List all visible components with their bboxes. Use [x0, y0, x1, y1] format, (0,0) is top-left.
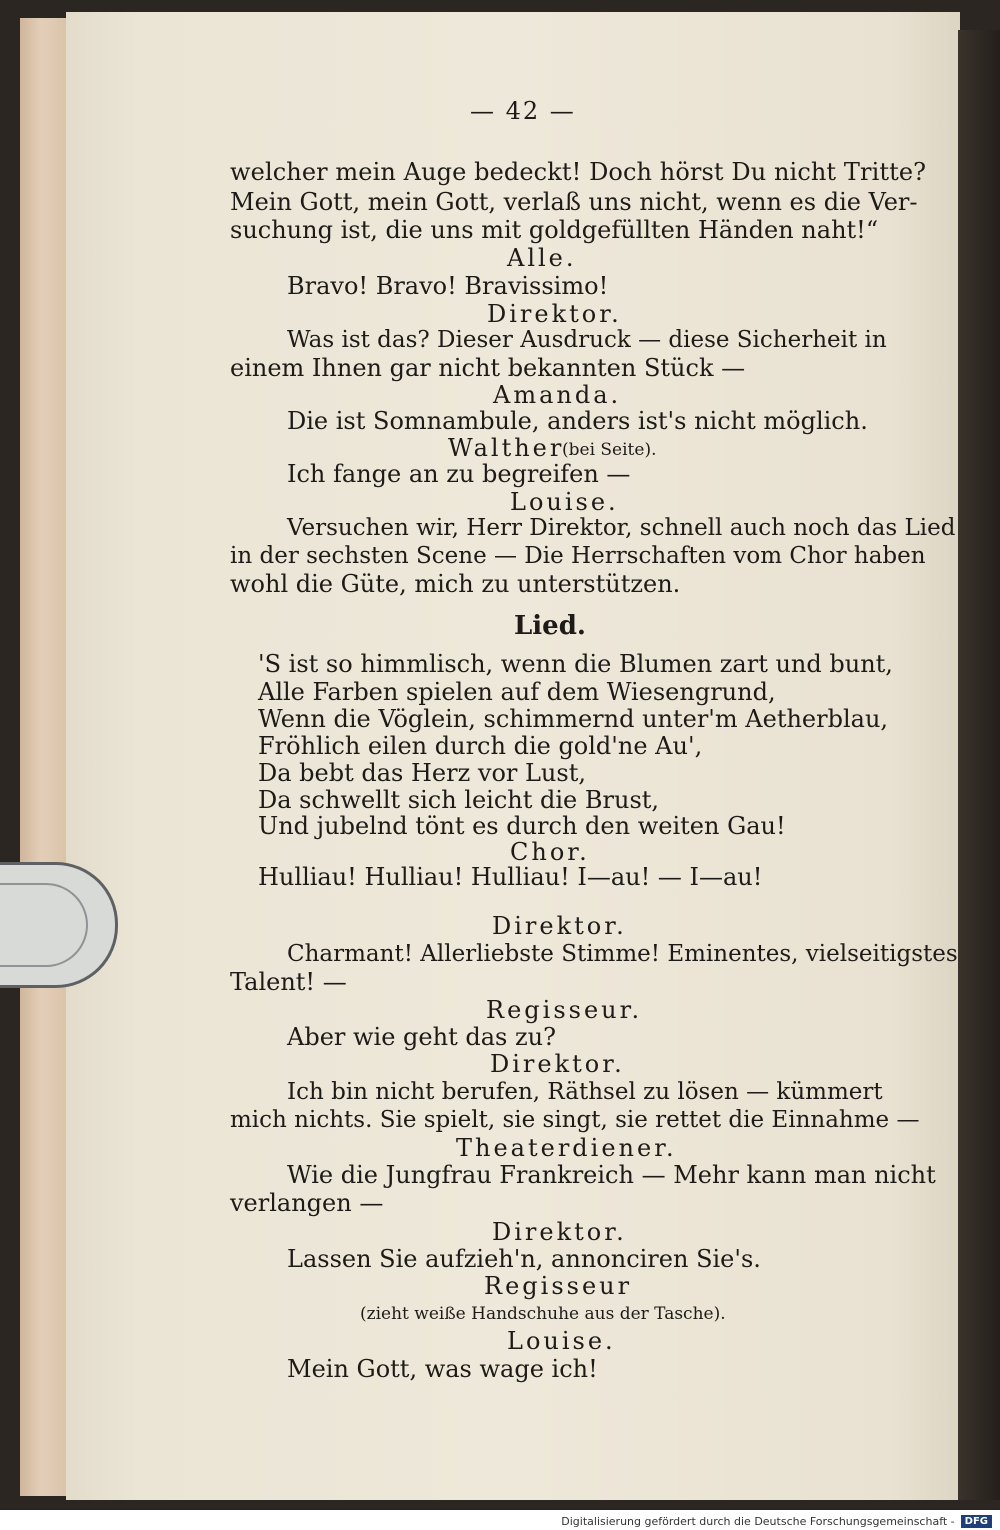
stage-direction: (zieht weiße Handschuhe aus der Tasche).: [360, 1304, 726, 1324]
credit-text: Digitalisierung gefördert durch die Deutsche Forschungsgemeinschaft -: [561, 1514, 955, 1528]
speaker-name: Direktor.: [492, 1218, 627, 1246]
text-line: Talent! —: [230, 968, 347, 996]
text-line: Charmant! Allerliebste Stimme! Eminentes, vielseitigstes: [287, 941, 958, 967]
page-stack-edge: [20, 18, 69, 1496]
page-clip: [0, 862, 118, 988]
text-line: Ich fange an zu begreifen —: [287, 460, 631, 488]
digitization-credit: [561, 1512, 992, 1530]
speaker-name: Regisseur: [484, 1272, 633, 1300]
speaker-name: Louise.: [510, 488, 619, 516]
verse-line: Hulliau! Hulliau! Hulliau! I—au! — I—au!: [258, 863, 763, 891]
text-line: wohl die Güte, mich zu unterstützen.: [230, 570, 681, 598]
verse-line: Da schwellt sich leicht die Brust,: [258, 786, 660, 814]
text-line: Versuchen wir, Herr Direktor, schnell auch noch das Lied: [287, 515, 956, 541]
verse-line: Fröhlich eilen durch die gold'ne Au',: [258, 732, 703, 760]
text-line: welcher mein Auge bedeckt! Doch hörst Du nicht Tritte?: [230, 158, 927, 186]
text-line: Was ist das? Dieser Ausdruck — diese Sicherheit in: [287, 327, 887, 353]
verse-line: Und jubelnd tönt es durch den weiten Gau!: [258, 812, 786, 840]
text-line: Aber wie geht das zu?: [287, 1023, 556, 1051]
text-line: Die ist Somnambule, anders ist's nicht möglich.: [287, 407, 868, 435]
speaker-name: Direktor.: [490, 1050, 625, 1078]
speaker-name: Alle.: [507, 244, 577, 272]
speaker-name: Theaterdiener.: [456, 1134, 677, 1162]
stage-direction: (bei Seite).: [562, 440, 657, 460]
text-line: Wie die Jungfrau Frankreich — Mehr kann man nicht: [287, 1161, 936, 1189]
text-line: Mein Gott, was wage ich!: [287, 1355, 598, 1383]
text-line: Mein Gott, mein Gott, verlaß uns nicht, wenn es die Ver-: [230, 188, 918, 216]
facing-page-edge: [958, 30, 1000, 1500]
text-line: einem Ihnen gar nicht bekannten Stück —: [230, 354, 746, 382]
text-line: Bravo! Bravo! Bravissimo!: [287, 272, 609, 300]
text-line: suchung ist, die uns mit goldgefüllten Händen naht!“: [230, 216, 879, 244]
verse-line: Wenn die Vöglein, schimmernd unter'm Aetherblau,: [258, 705, 889, 733]
text-line: mich nichts. Sie spielt, sie singt, sie rettet die Einnahme —: [230, 1107, 920, 1133]
speaker-name: Direktor.: [492, 912, 627, 940]
dfg-logo: DFG: [961, 1515, 992, 1528]
text-line: verlangen —: [230, 1189, 384, 1217]
speaker-name: Louise.: [507, 1327, 616, 1355]
speaker-name: Direktor.: [487, 300, 622, 328]
text-line: Ich bin nicht berufen, Räthsel zu lösen — kümmert: [287, 1079, 883, 1105]
text-line: Lassen Sie aufzieh'n, annonciren Sie's.: [287, 1245, 761, 1273]
speaker-name: Amanda.: [493, 381, 622, 409]
verse-line: 'S ist so himmlisch, wenn die Blumen zart und bunt,: [258, 650, 893, 678]
speaker-name: Chor.: [510, 838, 590, 866]
text-line: in der sechsten Scene — Die Herrschaften vom Chor haben: [230, 543, 926, 569]
speaker-name: Regisseur.: [486, 996, 643, 1024]
speaker-name: Walther: [448, 434, 565, 462]
page-number: — 42 —: [470, 97, 576, 125]
verse-line: Da bebt das Herz vor Lust,: [258, 759, 586, 787]
verse-line: Alle Farben spielen auf dem Wiesengrund,: [258, 678, 776, 706]
song-heading: Lied.: [514, 611, 586, 641]
